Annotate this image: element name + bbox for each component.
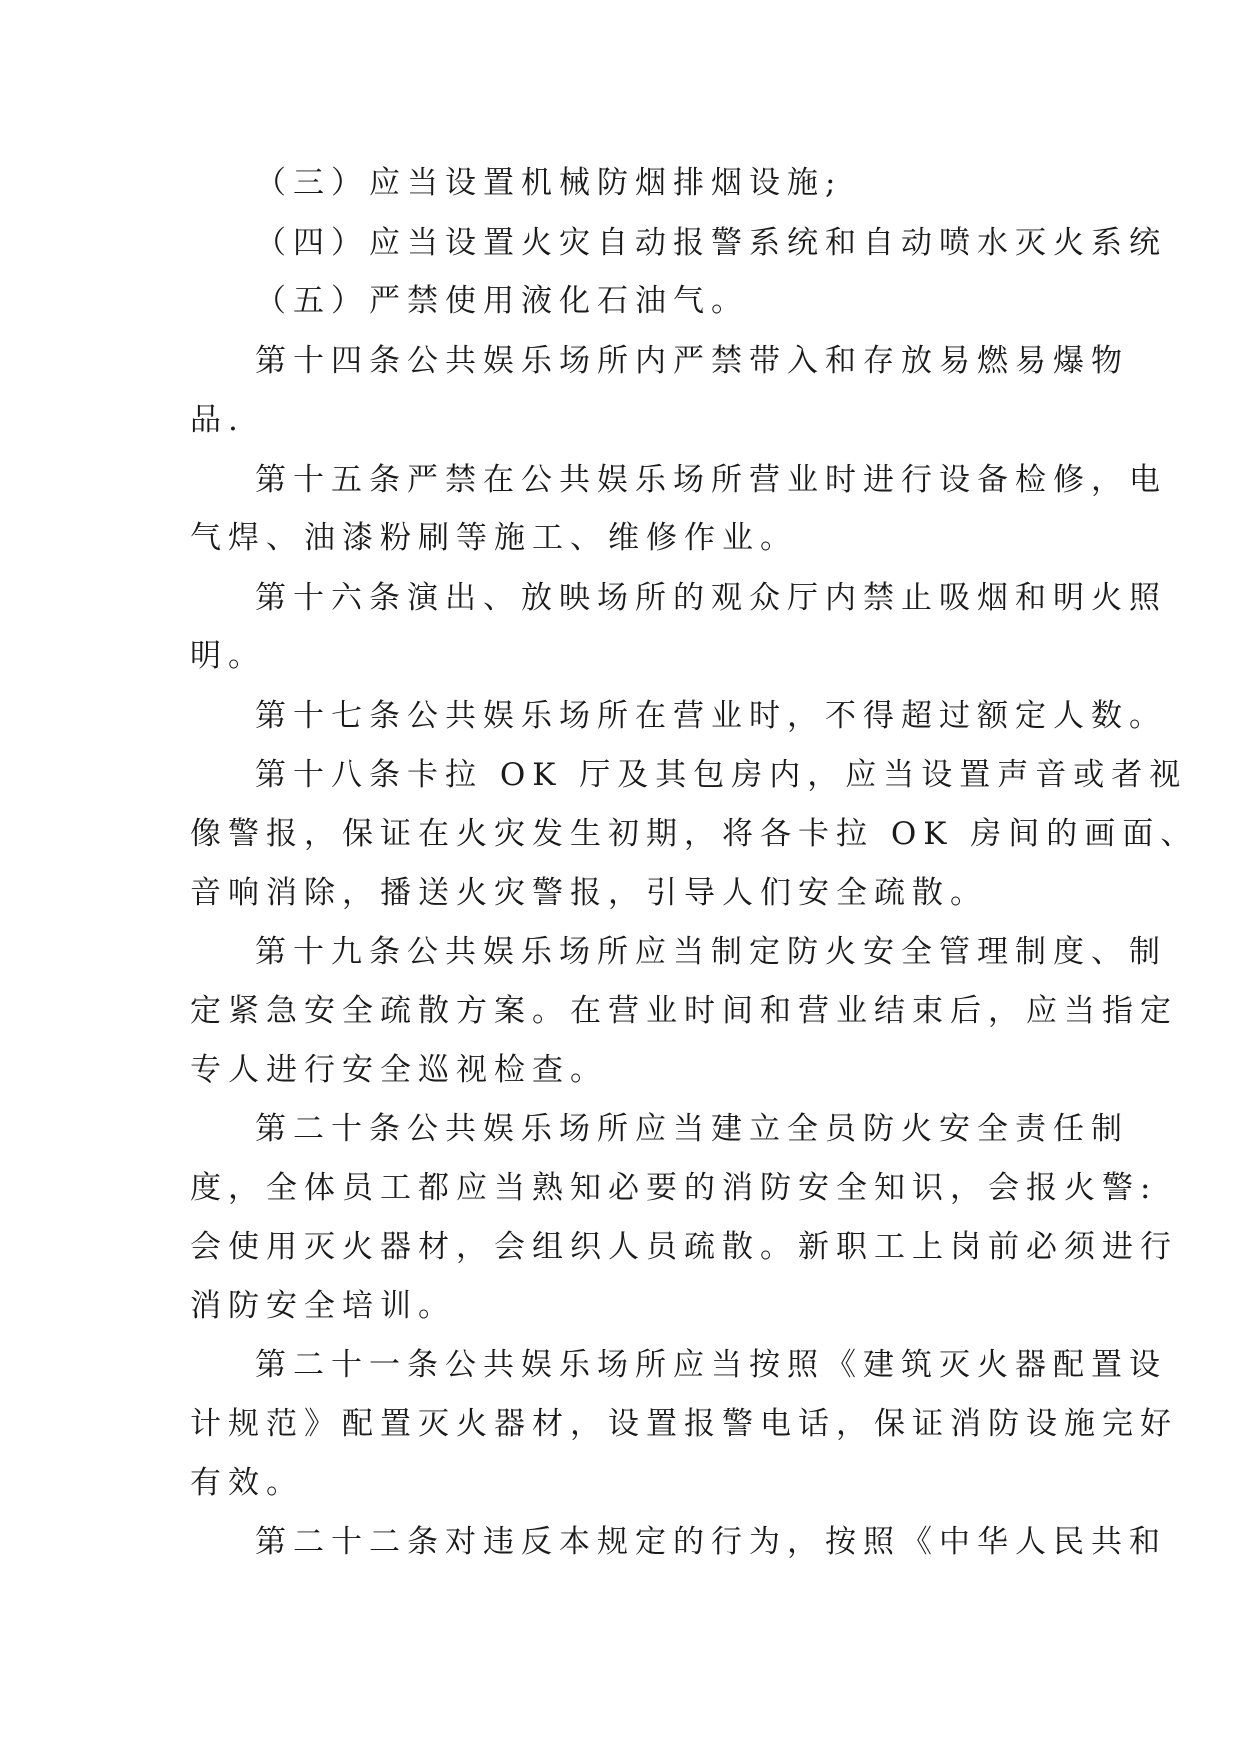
text-line: 第十七条公共娱乐场所在营业时，不得超过额定人数。 xyxy=(255,698,1167,734)
text-line: 度，全体员工都应当熟知必要的消防安全知识，会报火警: xyxy=(190,1170,1158,1206)
text-line: 气焊、油漆粉刷等施工、维修作业。 xyxy=(190,520,798,556)
text-line: 消防安全培训。 xyxy=(190,1288,456,1324)
text-line: 第十八条卡拉 OK 厅及其包房内，应当设置声音或者视 xyxy=(255,757,1188,793)
text-line: 像警报，保证在火灾发生初期，将各卡拉 OK 房间的画面、 xyxy=(190,816,1199,852)
text-line: 第二十一条公共娱乐场所应当按照《建筑灭火器配置设 xyxy=(255,1347,1167,1383)
text-line: 定紧急安全疏散方案。在营业时间和营业结束后，应当指定 xyxy=(190,993,1178,1029)
text-line: 专人进行安全巡视检查。 xyxy=(190,1052,608,1088)
text-line: 第十四条公共娱乐场所内严禁带入和存放易燃易爆物 xyxy=(255,343,1129,379)
text-line: 音响消除，播送火灾警报，引导人们安全疏散。 xyxy=(190,875,988,911)
text-line: 第十五条严禁在公共娱乐场所营业时进行设备检修，电 xyxy=(255,462,1167,498)
text-line: 第二十条公共娱乐场所应当建立全员防火安全责任制 xyxy=(255,1111,1129,1147)
text-line: 第十九条公共娱乐场所应当制定防火安全管理制度、制 xyxy=(255,934,1167,970)
text-line: 会使用灭火器材，会组织人员疏散。新职工上岗前必须进行 xyxy=(190,1229,1178,1265)
text-line: （三）应当设置机械防烟排烟设施; xyxy=(255,165,843,201)
text-line: 有效。 xyxy=(190,1465,304,1501)
text-line: 明。 xyxy=(190,638,266,674)
text-line: 计规范》配置灭火器材，设置报警电话，保证消防设施完好 xyxy=(190,1406,1178,1442)
text-line: （五）严禁使用液化石油气。 xyxy=(255,283,749,319)
text-line: 第二十二条对违反本规定的行为，按照《中华人民共和 xyxy=(255,1524,1167,1560)
text-line: 第十六条演出、放映场所的观众厅内禁止吸烟和明火照 xyxy=(255,580,1167,616)
text-line: 品. xyxy=(190,402,245,438)
text-line: （四）应当设置火灾自动报警系统和自动喷水灭火系统 xyxy=(255,225,1167,261)
